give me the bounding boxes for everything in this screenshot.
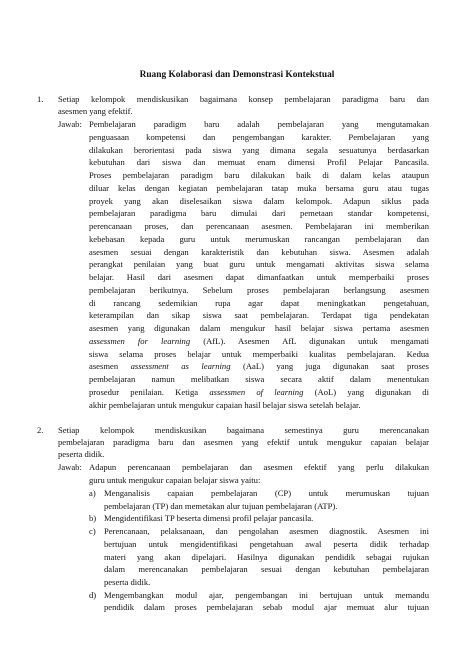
list-item-line: Menganalisis capaian pembelajaran (CP) untuk merumuskan tujuan (104, 488, 429, 498)
answer-line: guru untuk mengukur capaian belajar siswa yaitu: (89, 474, 261, 485)
list-item-line: peserta didik. (104, 576, 151, 587)
answer-line: kebutuhan dari siswa dan memuat enam dimensi Profil Pelajar Pancasila. (89, 157, 429, 168)
question-2-number: 2. (37, 425, 44, 435)
answer-line: pembelajaran paradigma baru dimulai dari pemetaan standar kompetensi, (89, 208, 429, 219)
answer-line: kebebasan kepada guru untuk merumuskan rancangan pembelajaran dan (89, 233, 429, 244)
list-item (89, 589, 429, 614)
answer-line: di rancang sedemikian rupa agar dapat meningkatkan pengetahuan, (89, 297, 429, 308)
answer-1-body (89, 118, 429, 411)
question-1 (37, 93, 429, 117)
answer-line: Adapun perencanaan pembelajaran dan asesmen efektif yang perlu dilakukan (89, 462, 429, 472)
list-item-marker: b) (89, 513, 97, 524)
answer-line: siswa selama proses belajar untuk memperbaiki kualitas pembelajaran. Kedua (89, 348, 429, 359)
list-item-marker: d) (89, 589, 97, 600)
answer-1-label: Jawab: (58, 119, 82, 129)
answer-1 (58, 118, 429, 411)
answer-line: assessmen for learning (AfL). Asesmen AfL digunakan untuk mengamati (89, 335, 429, 346)
list-item-line: Mengidentifikasi TP beserta dimensi profil pelajar pancasila. (104, 513, 314, 524)
answer-2-list (89, 487, 429, 614)
list-item-marker: a) (89, 488, 96, 498)
list-item-line: dalam merencanakan pembelajaran sesuai dengan kebutuhan pembelajaran (104, 564, 429, 575)
list-item-line: Mengembangkan modul ajar, pengembangan ini bertujuan untuk memandu (104, 589, 429, 600)
list-item-line: materi yang akan dipelajari. Hasilnya digunakan pendidik sebagai rujukan (104, 551, 429, 562)
answer-line: diluar kelas dengan kegiatan pembelajaran tatap muka bersama guru atau tugas (89, 182, 429, 193)
answer-line: pembelajaran berikutnya. Sebelum proses pembelajaran berlangsung asesmen (89, 284, 429, 295)
answer-line: penguasaan kompetensi dan pengembangan karakter. Pembelajaran yang (89, 131, 429, 142)
answer-line: dilakukan berorientasi pada siswa yang dimana segala sesuatunya berdasarkan (89, 144, 429, 155)
answer-2-body (89, 461, 429, 487)
answer-line: belajar. Hasil dari asesmen dapat dimanfaatkan untuk memperbaiki proses (89, 272, 429, 282)
question-2-line: peserta didik. (58, 449, 105, 460)
answer-line: asesmen yang digunakan dalam mengukur hasil belajar siswa pertama asesmen (89, 323, 429, 333)
answer-line: perangkat penilaian yang buat guru untuk mengamati aktivitas siswa selama (89, 259, 429, 270)
list-item-line: bertujuan untuk mengidentifikasi pengetahuan awal peserta didik terhadap (104, 538, 429, 549)
question-1-line: Setiap kelompok mendiskusikan bagaimana konsep pembelajaran paradigma baru dan (58, 94, 429, 104)
answer-line: Pembelajaran paradigm baru adalah pembelajaran yang mengutamakan (89, 119, 429, 129)
answer-line: keterampilan dan sikap siswa saat pembelajaran. Terdapat tiga pendekatan (89, 310, 429, 321)
list-item-line: pendidik dalam proses pembelajaran sebab modul ajar memuat alur tujuan (104, 602, 429, 613)
question-2-line: Setiap kelompok mendiskusikan bagaimana semestinya guru merencanakan (58, 425, 429, 435)
list-item-line: pembelajaran (TP) dan memetakan alur tujuan pembelajaran (ATP). (104, 500, 338, 511)
answer-line: perencanaan proses, dan perencanaan asesmen. Pembelajaran ini memberikan (89, 221, 429, 231)
answer-line: prosedur penilaian. Ketiga assessmen of learning (AoL) yang digunakan di (89, 386, 429, 397)
document-title: Ruang Kolaborasi dan Demonstrasi Kontekstual (139, 70, 335, 80)
list-item (89, 525, 429, 589)
question-2 (37, 424, 429, 461)
list-item-marker: c) (89, 526, 96, 537)
answer-line: proyek yang akan diselesaikan siswa dalam kelompok. Adapun siklus pada (89, 195, 429, 206)
answer-line: asesmen sesuai dengan karakteristik dan kebutuhan siswa. Asesmen adalah (89, 246, 429, 257)
list-item-line: Perencanaan, pelaksanaan, dan pengolahan asesmen diagnostik. Asesmen ini (104, 526, 429, 537)
answer-2 (58, 461, 429, 487)
question-1-text (58, 93, 429, 117)
question-1-number: 1. (37, 94, 44, 104)
answer-2-label: Jawab: (58, 462, 82, 472)
question-2-text (58, 424, 429, 461)
question-1-line: asesmen yang efektif. (58, 106, 133, 117)
list-item (89, 487, 429, 512)
list-item (89, 512, 429, 525)
answer-line: akhir pembelajaran untuk mengukur capaian hasil belajar siswa setelah belajar. (89, 399, 361, 410)
answer-line: asesmen assessment as learning (AaL) yang juga digunakan saat proses (89, 361, 429, 372)
question-2-line: pembelajaran paradigma baru dan asesmen yang efektif untuk mengukur capaian belajar (58, 437, 429, 448)
answer-line: Proses pembelajaran paradigm baru dilakukan baik di dalam kelas ataupun (89, 170, 429, 180)
answer-line: pembelajaran namun melibatkan siswa secara aktif dalam menentukan (89, 374, 429, 384)
